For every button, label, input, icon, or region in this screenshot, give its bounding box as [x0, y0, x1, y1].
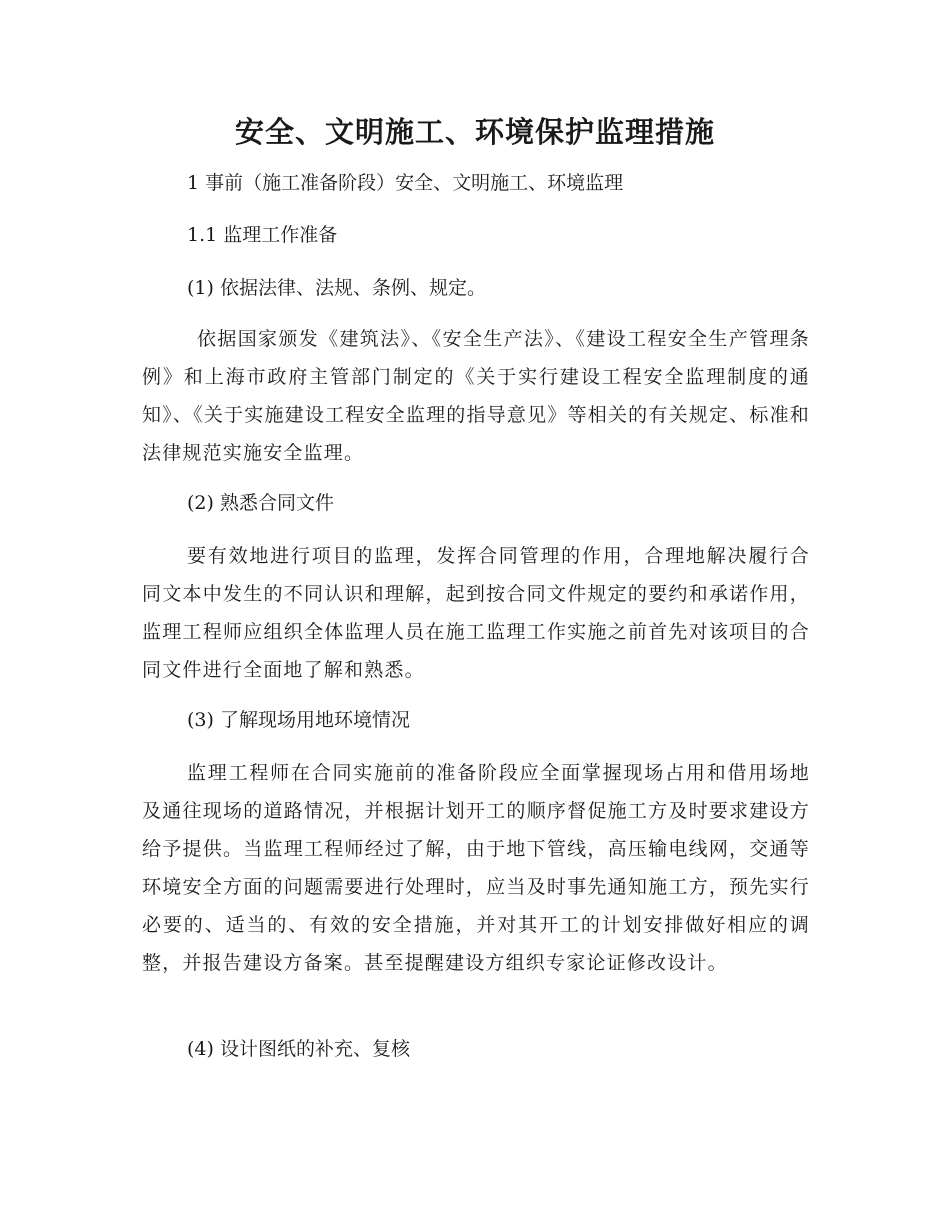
section-heading-1: 1 事前（施工准备阶段）安全、文明施工、环境监理 — [187, 172, 624, 194]
section-heading-1-1: 1.1 监理工作准备 — [187, 224, 338, 246]
item-4-heading: (4) 设计图纸的补充、复核 — [187, 1038, 410, 1060]
item-2-heading: (2) 熟悉合同文件 — [187, 492, 334, 514]
item-1-heading: (1) 依据法律、法规、条例、规定。 — [187, 277, 486, 299]
item-3-body: 监理工程师在合同实施前的准备阶段应全面掌握现场占用和借用场地及通往现场的道路情况，并根据计划开工的顺序督促施工方及时要求建设方给予提供。当监理工程师经过了解，由于地下管线，高压输电线网，交通等环境安全方面的问题需要进行处理时，应当及时事先通知施工方，预先实行必要的、适当的、有效的安全措施，并对其开工的计划安排做好相应的调整，并报告建设方备案。甚至提醒建设方组织专家论证修改设计。 — [142, 762, 810, 974]
document-title: 安全、文明施工、环境保护监理措施 — [234, 115, 715, 149]
item-1-body: 依据国家颁发《建筑法》、《安全生产法》、《建设工程安全生产管理条例》和上海市政府主管部门制定的《关于实行建设工程安全监理制度的通知》、《关于实施建设工程安全监理的指导意见》等相关的有关规定、标准和法律规范实施安全监理。 — [142, 328, 810, 464]
item-3-heading: (3) 了解现场用地环境情况 — [187, 709, 410, 731]
item-2-body: 要有效地进行项目的监理，发挥合同管理的作用，合理地解决履行合同文本中发生的不同认识和理解，起到按合同文件规定的要约和承诺作用，监理工程师应组织全体监理人员在施工监理工作实施之前首先对该项目的合同文件进行全面地了解和熟悉。 — [142, 545, 810, 681]
